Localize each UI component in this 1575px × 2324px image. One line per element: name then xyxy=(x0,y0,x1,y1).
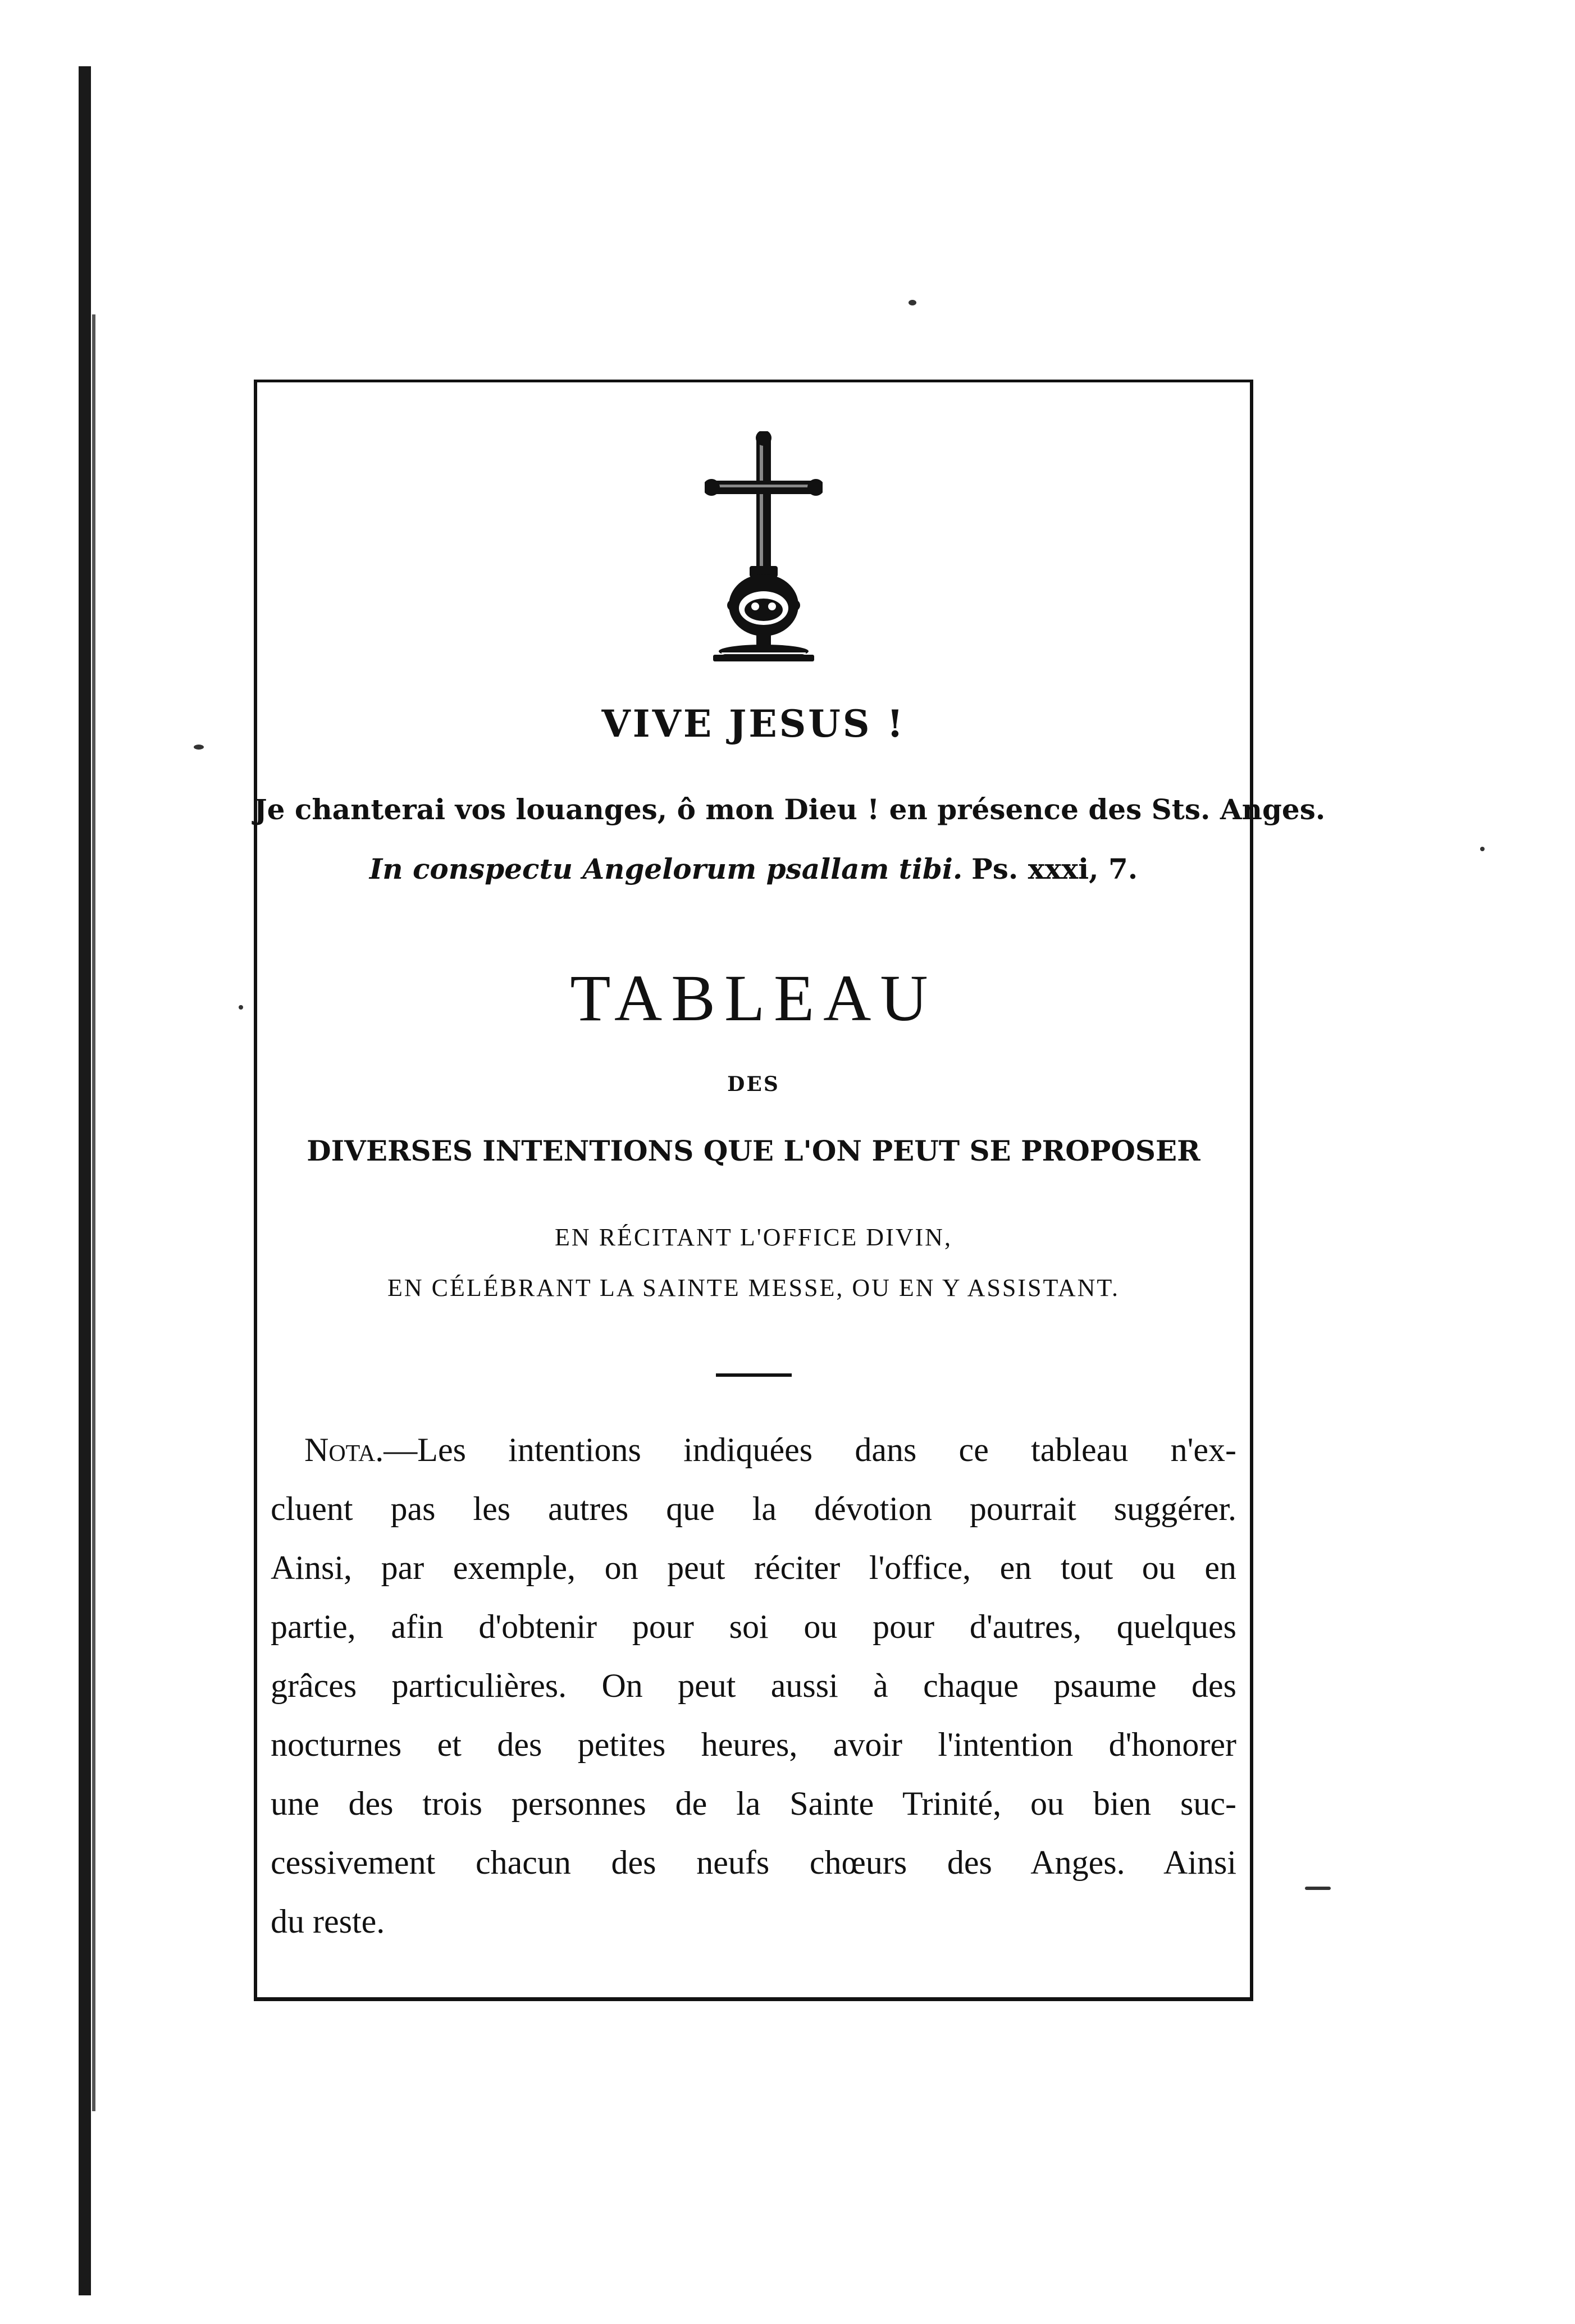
nota-line: Ainsi, par exemple, on peut réciter l'office, en tout ou en xyxy=(271,1549,1236,1586)
nota-line xyxy=(271,1421,1236,1480)
latin-verse-text: In conspectu Angelorum psallam tibi. xyxy=(369,852,963,885)
nota-line: partie, afin d'obtenir pour soi ou pour d'autres, quelques xyxy=(271,1608,1236,1645)
latin-verse-reference: Ps. xxxi, 7. xyxy=(971,852,1138,885)
binding-shadow xyxy=(92,314,95,2111)
subtitle-louanges: Je chanterai vos louanges, ô mon Dieu ! en présence des Sts. Anges. xyxy=(254,793,1326,826)
section-divider xyxy=(716,1373,792,1377)
heading-celebrant: EN CÉLÉBRANT LA SAINTE MESSE, OU EN Y ASSISTANT. xyxy=(387,1274,1120,1302)
heading-diverses-intentions: DIVERSES INTENTIONS QUE L'ON PEUT SE PROPOSER xyxy=(307,1134,1200,1167)
print-speck xyxy=(194,745,204,750)
nota-line: nocturnes et des petites heures, avoir l'intention d'honorer xyxy=(271,1726,1236,1763)
heading-recitant: EN RÉCITANT L'OFFICE DIVIN, xyxy=(555,1223,952,1251)
nota-line: cluent pas les autres que la dévotion pourrait suggérer. xyxy=(271,1490,1236,1527)
latin-verse xyxy=(254,852,1253,885)
heading-tableau: TABLEAU xyxy=(570,961,937,1035)
binding-edge xyxy=(79,66,91,2295)
print-speck xyxy=(909,300,916,305)
nota-line: grâces particulières. On peut aussi à chaque psaume des xyxy=(271,1667,1236,1704)
print-speck xyxy=(1305,1887,1331,1890)
nota-line-text: —Les intentions indiquées dans ce tableau n'ex- xyxy=(384,1431,1236,1468)
cross-on-orb-icon xyxy=(705,431,823,667)
nota-paragraph xyxy=(271,1421,1236,1951)
print-speck xyxy=(239,1005,243,1010)
nota-line: une des trois personnes de la Sainte Trinité, ou bien suc- xyxy=(271,1785,1236,1822)
heading-des: DES xyxy=(727,1072,780,1096)
nota-label: Nota. xyxy=(304,1431,384,1468)
nota-line: du reste. xyxy=(271,1903,385,1940)
title-vive-jesus: VIVE JESUS ! xyxy=(601,702,906,746)
print-speck xyxy=(1480,847,1485,851)
nota-line: cessivement chacun des neufs chœurs des Anges. Ainsi xyxy=(271,1844,1236,1881)
